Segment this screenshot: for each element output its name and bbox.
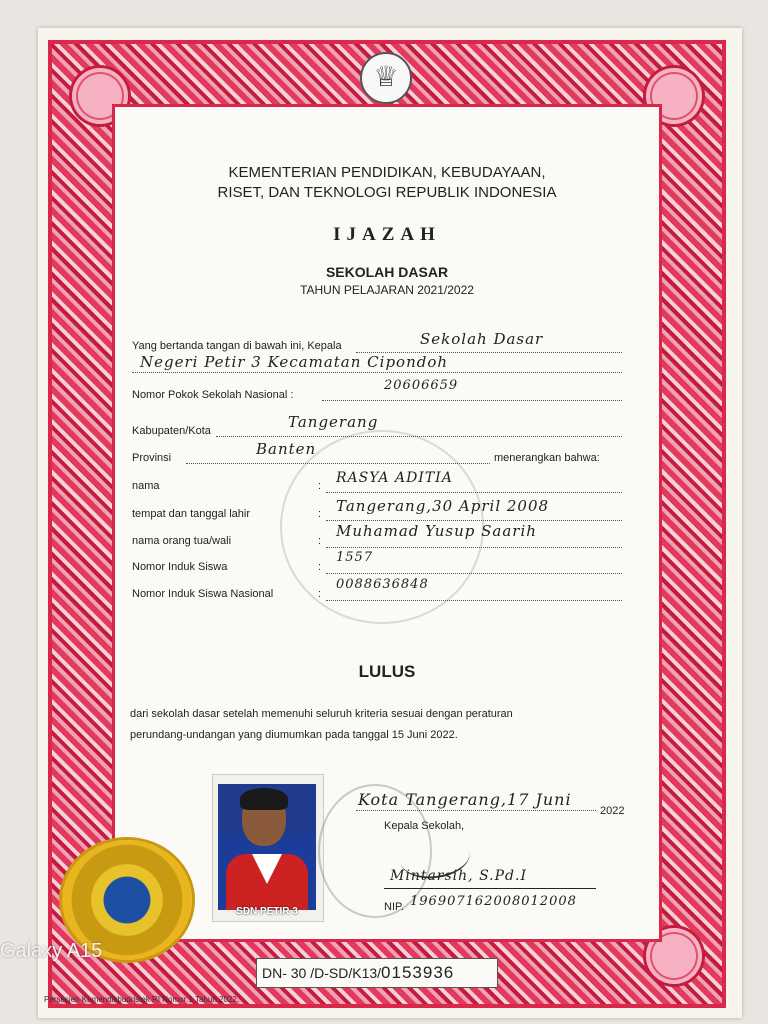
dotted-line <box>356 810 596 811</box>
province-value: Banten <box>256 440 317 458</box>
document-serial: 0153936 <box>381 963 455 982</box>
garuda-emblem-icon: ♕ <box>360 52 412 104</box>
dotted-line <box>326 547 622 548</box>
dotted-line <box>186 463 490 464</box>
ministry-line-2: RISET, DAN TEKNOLOGI REPUBLIK INDONESIA <box>217 184 557 201</box>
colon: : <box>318 535 322 547</box>
dotted-line <box>326 492 622 493</box>
colon: : <box>318 480 322 492</box>
nip-value: 196907162008012008 <box>410 894 577 909</box>
certificate-title: IJAZAH <box>333 224 441 245</box>
birth-label: tempat dan tanggal lahir <box>132 508 251 520</box>
student-name-value: RASYA ADITIA <box>336 470 453 486</box>
npsn-label: Nomor Pokok Sekolah Nasional : <box>132 389 294 401</box>
dotted-line <box>322 400 622 401</box>
parent-label: nama orang tua/wali <box>132 535 232 547</box>
birth-value: Tangerang,30 April 2008 <box>336 497 550 515</box>
dotted-line <box>132 372 622 373</box>
province-label: Provinsi <box>132 452 172 464</box>
nip-label: NIP. <box>384 901 404 913</box>
school-name-line-2: Negeri Petir 3 Kecamatan Cipondoh <box>140 353 449 371</box>
nis-label: Nomor Induk Siswa <box>132 561 228 573</box>
city-value: Tangerang <box>288 413 379 431</box>
document-number <box>262 963 454 983</box>
academic-year: TAHUN PELAJARAN 2021/2022 <box>300 283 474 297</box>
document-number-prefix: DN- 30 /D-SD/K13/ <box>262 965 382 981</box>
signer-name: Mintarsih, S.Pd.I <box>390 868 527 884</box>
school-name-line-1: Sekolah Dasar <box>420 330 544 348</box>
name-label: nama <box>132 480 160 492</box>
ministry-line-1: KEMENTERIAN PENDIDIKAN, KEBUDAYAAN, <box>228 164 546 181</box>
declares-label: menerangkan bahwa: <box>494 452 600 464</box>
signing-place-date: Kota Tangerang,17 Juni <box>358 790 572 809</box>
signature-line <box>384 888 596 889</box>
colon: : <box>318 561 322 573</box>
dotted-line <box>326 573 622 574</box>
footer-regulation-note: Persesjen Kemendikbudristek RI Nomor 1 Tahun 2022. <box>44 995 240 1004</box>
ministry-header <box>112 163 662 203</box>
colon: : <box>318 508 322 520</box>
signing-year: 2022 <box>600 805 625 817</box>
statement-line-1: dari sekolah dasar setelah memenuhi seluruh kriteria sesuai dengan peraturan <box>130 708 513 720</box>
nis-value: 1557 <box>336 550 374 565</box>
photo-caption: SDN PETIR 3 <box>236 906 298 917</box>
nisn-value: 0088636848 <box>336 577 429 592</box>
camera-watermark: Galaxy A15 <box>0 940 103 962</box>
principal-role: Kepala Sekolah, <box>384 820 465 832</box>
colon: : <box>318 588 322 600</box>
intro-label: Yang bertanda tangan di bawah ini, Kepala <box>132 340 342 352</box>
dotted-line <box>326 520 622 521</box>
graduation-status: LULUS <box>358 662 416 681</box>
npsn-value: 20606659 <box>384 378 459 393</box>
photo-hair <box>240 788 288 810</box>
statement-line-2: perundang-undangan yang diumumkan pada tanggal 15 Juni 2022. <box>130 729 458 741</box>
student-photo <box>218 784 316 910</box>
city-label: Kabupaten/Kota <box>132 425 211 437</box>
school-level: SEKOLAH DASAR <box>325 264 449 280</box>
dotted-line <box>326 600 622 601</box>
nisn-label: Nomor Induk Siswa Nasional <box>132 588 274 600</box>
parent-value: Muhamad Yusup Saarih <box>336 522 537 540</box>
dotted-line <box>216 436 622 437</box>
